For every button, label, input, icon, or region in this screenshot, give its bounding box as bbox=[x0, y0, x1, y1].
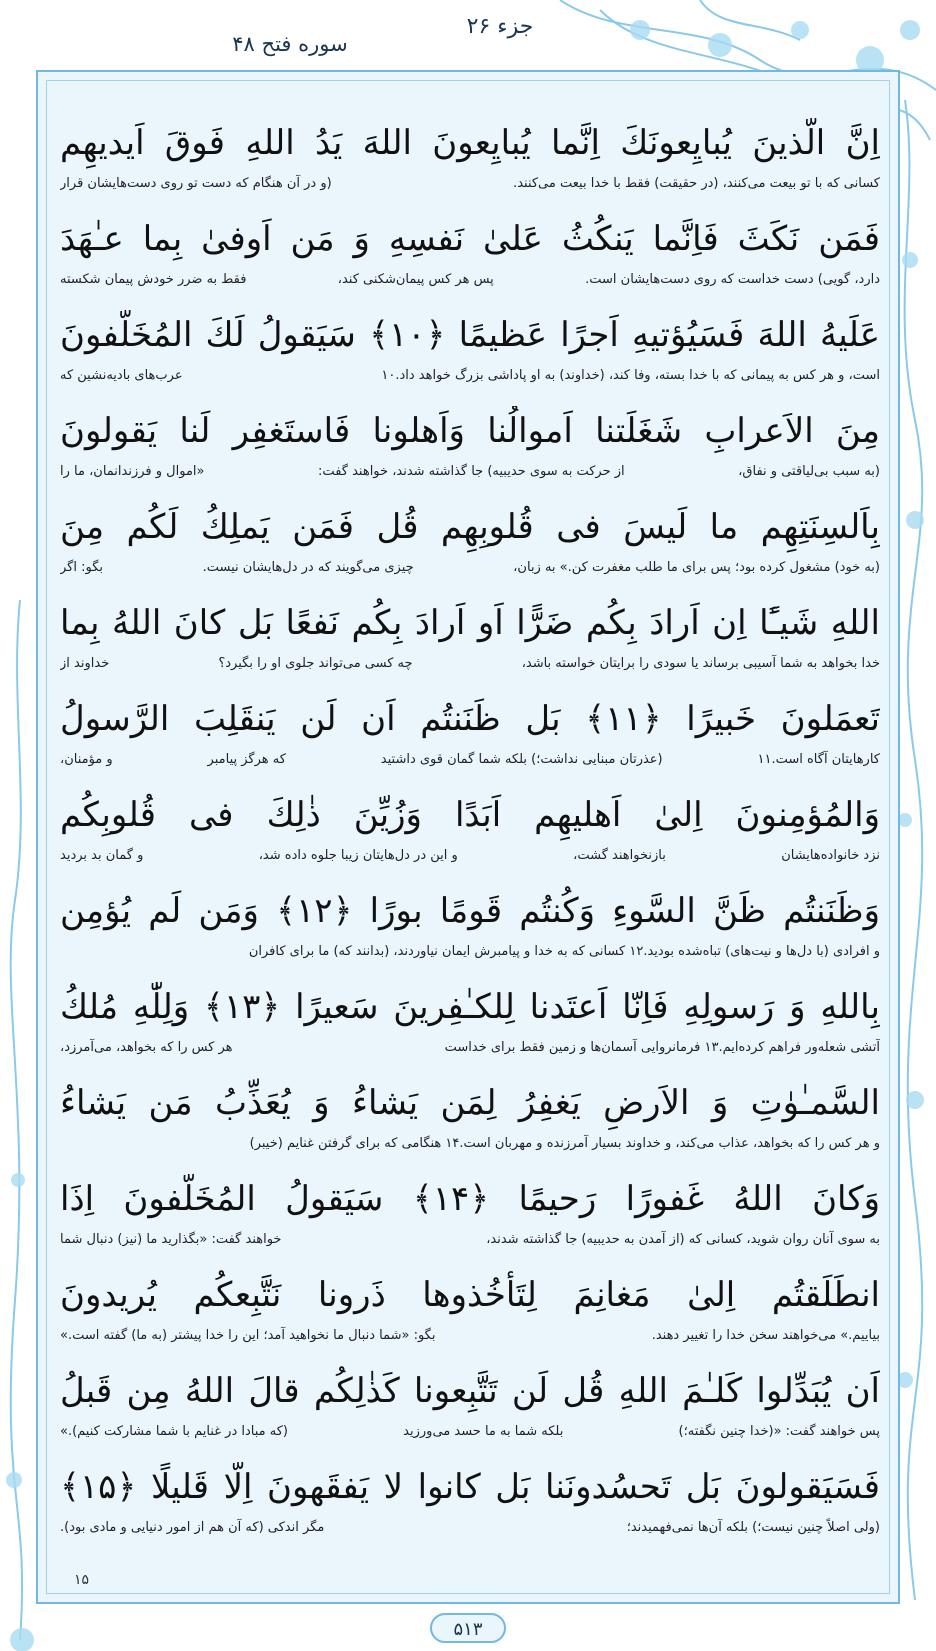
verse-line bbox=[60, 598, 880, 694]
verse-count: ۱۵ bbox=[74, 1572, 90, 1588]
verse-line bbox=[60, 310, 880, 406]
translation-segment: (به سبب بی‌لیاقتی و نفاق، bbox=[738, 464, 880, 479]
surah-label: سوره فتح ۴۸ bbox=[232, 32, 348, 56]
translation-segment: (و در آن هنگام که دست تو روی دست‌هایشان قرار bbox=[60, 176, 332, 191]
arabic-text: انطَلَقتُم اِلىٰ مَغانِمَ لِتَأخُذوها ذَرونا نَتَّبِعكُم يُريدونَ bbox=[60, 1275, 880, 1315]
arabic-text: تَعمَلونَ خَبيرًا ﴿۱۱﴾ بَل ظَنَنتُم اَن لَن يَنقَلِبَ الرَّسولُ bbox=[60, 699, 880, 739]
translation-line bbox=[60, 1132, 880, 1156]
translation-line bbox=[60, 1228, 880, 1252]
juz-label: جزء ۲۶ bbox=[466, 14, 534, 39]
translation-line bbox=[60, 460, 880, 484]
translation-segment: بلکه شما به ما حسد می‌ورزید bbox=[403, 1424, 564, 1439]
translation-segment: و هر کس را که بخواهد، عذاب می‌کند، و خداوند بسیار آمرزنده و مهربان است.۱۴ هنگامی که برای گرفتن غنایم (خیبر) bbox=[249, 1136, 880, 1151]
translation-segment: چه کسی می‌تواند جلوی او را بگیرد؟ bbox=[218, 656, 413, 671]
translation-segment: به سوی آنان روان شوید، کسانی که (از آمدن به حدیبیه) جا گذاشته شدند، bbox=[486, 1232, 880, 1247]
verse-line bbox=[60, 1270, 880, 1366]
verse-lines bbox=[60, 118, 880, 1558]
translation-line bbox=[60, 652, 880, 676]
page-number: ۵۱۳ bbox=[430, 1613, 506, 1643]
translation-segment: کارهایتان آگاه است.۱۱ bbox=[757, 752, 880, 767]
verse-line bbox=[60, 790, 880, 886]
translation-segment: فقط به ضرر خودش پیمان شکسته bbox=[60, 272, 247, 287]
translation-line bbox=[60, 748, 880, 772]
translation-segment: هر کس را که بخواهد، می‌آمرزد، bbox=[60, 1040, 233, 1055]
arabic-text: بِاللهِ وَ رَسولِهِ فَاِنّا اَعتَدنا لِلكـٰفِرينَ سَعيرًا ﴿۱۳﴾ وَلِلّٰهِ مُلكُ bbox=[60, 987, 880, 1027]
verse-line bbox=[60, 502, 880, 598]
translation-line bbox=[60, 1516, 880, 1540]
translation-segment: از حرکت به سوی حدیبیه) جا گذاشته شدند، خواهند گفت: bbox=[318, 464, 625, 479]
translation-line bbox=[60, 1324, 880, 1348]
verse-line bbox=[60, 982, 880, 1078]
verse-line bbox=[60, 694, 880, 790]
translation-segment: بگو: اگر bbox=[60, 560, 103, 575]
arabic-text: اَن يُبَدِّلوا كَلـٰمَ اللهِ قُل لَن تَتَّبِعونا كَذٰلِكُم قالَ اللهُ مِن قَبلُ bbox=[60, 1371, 880, 1411]
translation-segment: عرب‌های بادیه‌نشین که bbox=[60, 368, 183, 383]
translation-segment: (به خود) مشغول کرده بود؛ پس برای ما طلب مغفرت کن.» به زبان، bbox=[513, 560, 880, 575]
arabic-text: وَالمُؤمِنونَ اِلىٰ اَهليهِم اَبَدًا وَزُيِّنَ ذٰلِكَ فى قُلوبِكُم bbox=[60, 795, 880, 835]
arabic-text: وَكانَ اللهُ غَفورًا رَحيمًا ﴿۱۴﴾ سَيَقولُ المُخَلَّفونَ اِذَا bbox=[60, 1179, 880, 1219]
arabic-text: اِنَّ الَّذينَ يُبايِعونَكَ اِنَّما يُبايِعونَ اللهَ يَدُ اللهِ فَوقَ اَيديهِم bbox=[60, 123, 880, 163]
translation-line bbox=[60, 268, 880, 292]
translation-segment: و افرادی (با دل‌ها و نیت‌های) تباه‌شده بودید.۱۲ کسانی که به خدا و پیامبرش ایمان نیاوردند، (بدانند که) ما برای کافران bbox=[248, 944, 880, 959]
translation-line bbox=[60, 172, 880, 196]
translation-segment: که هرگز پیامبر bbox=[207, 752, 286, 767]
arabic-text: وَظَنَنتُم ظَنَّ السَّوءِ وَكُنتُم قَومًا بورًا ﴿۱۲﴾ وَمَن لَم يُؤمِن bbox=[60, 891, 880, 931]
translation-segment: پس خواهند گفت: «(خدا چنین نگفته؛) bbox=[678, 1424, 880, 1439]
arabic-text: مِنَ الاَعرابِ شَغَلَتنا اَموالُنا وَاَهلونا فَاستَغفِر لَنا يَقولونَ bbox=[60, 411, 880, 451]
verse-line bbox=[60, 1462, 880, 1558]
translation-segment: بازنخواهند گشت، bbox=[573, 848, 666, 863]
translation-segment: بگو: «شما دنبال ما نخواهید آمد؛ این را خدا پیشتر (به ما) گفته است.» bbox=[60, 1328, 436, 1343]
verse-line bbox=[60, 1366, 880, 1462]
arabic-text: فَمَن نَكَثَ فَاِنَّما يَنكُثُ عَلىٰ نَفسِهِ وَ مَن اَوفىٰ بِما عـٰهَدَ bbox=[60, 219, 880, 259]
translation-segment: (ولی اصلاً چنین نیست؛) بلکه آن‌ها نمی‌فهمیدند؛ bbox=[626, 1520, 880, 1535]
translation-segment: و گمان بد بردید bbox=[60, 848, 144, 863]
translation-segment: چیزی می‌گویند که در دل‌هایشان نیست. bbox=[202, 560, 414, 575]
translation-line bbox=[60, 364, 880, 388]
translation-segment: نزد خانواده‌هایشان bbox=[781, 848, 880, 863]
translation-segment: خواهند گفت: «بگذارید ما (نیز) دنبال شما bbox=[60, 1232, 282, 1247]
arabic-text: السَّمـٰوٰتِ وَ الاَرضِ يَغفِرُ لِمَن يَشاءُ وَ يُعَذِّبُ مَن يَشاءُ bbox=[60, 1083, 880, 1123]
translation-segment: و مؤمنان، bbox=[60, 752, 113, 767]
translation-segment: (که مبادا در غنایم با شما مشارکت کنیم).» bbox=[60, 1424, 288, 1439]
arabic-text: اللهِ شَيـًٔا اِن اَرادَ بِكُم ضَرًّا اَو اَرادَ بِكُم نَفعًا بَل كانَ اللهُ بِما bbox=[60, 603, 880, 643]
arabic-text: عَلَيهُ اللهَ فَسَيُؤتيهِ اَجرًا عَظيمًا ﴿۱۰﴾ سَيَقولُ لَكَ المُخَلَّفونَ bbox=[60, 315, 880, 355]
translation-segment: است، و هر کس به پیمانی که با خدا بسته، وفا کند، (خداوند) به او پاداشی بزرگ خواهد داد.۱۰ bbox=[381, 368, 880, 383]
verse-line bbox=[60, 1078, 880, 1174]
translation-segment: دارد، گویی) دست خداست که روی دست‌هایشان است. bbox=[585, 272, 880, 287]
translation-line bbox=[60, 556, 880, 580]
translation-segment: (عذرتان مبنایی نداشت؛) بلکه شما گمان قوی داشتید bbox=[380, 752, 663, 767]
verse-line bbox=[60, 214, 880, 310]
translation-line bbox=[60, 940, 880, 964]
translation-line bbox=[60, 1420, 880, 1444]
translation-segment: آتشی شعله‌ور فراهم کرده‌ایم.۱۳ فرمانروایی آسمان‌ها و زمین فقط برای خداست bbox=[444, 1040, 880, 1055]
translation-segment: «اموال و فرزندانمان، ما را bbox=[60, 464, 205, 479]
verse-line bbox=[60, 1174, 880, 1270]
translation-segment: و این در دل‌هایتان زیبا جلوه داده شد، bbox=[258, 848, 458, 863]
arabic-text: بِاَلسِنَتِهِم ما لَيسَ فى قُلوبِهِم قُل فَمَن يَملِكُ لَكُم مِنَ bbox=[60, 507, 880, 547]
translation-segment: پس هر کس پیمان‌شکنی کند، bbox=[337, 272, 494, 287]
arabic-text: فَسَيَقولونَ بَل تَحسُدونَنا بَل كانوا لا يَفقَهونَ اِلّا قَليلًا ﴿۱۵﴾ bbox=[60, 1467, 880, 1507]
translation-segment: خدا بخواهد به شما آسیبی برساند یا سودی را برایتان خواسته باشد، bbox=[521, 656, 880, 671]
translation-segment: مگر اندکی (که آن هم از امور دنیایی و مادی بود). bbox=[60, 1520, 325, 1535]
verse-line bbox=[60, 406, 880, 502]
translation-segment: خداوند از bbox=[60, 656, 110, 671]
verse-line bbox=[60, 886, 880, 982]
translation-segment: کسانی که با تو بیعت می‌کنند، (در حقیقت) فقط با خدا بیعت می‌کنند. bbox=[513, 176, 880, 191]
translation-segment: بیاییم.» می‌خواهند سخن خدا را تغییر دهند. bbox=[651, 1328, 880, 1343]
translation-line bbox=[60, 1036, 880, 1060]
translation-line bbox=[60, 844, 880, 868]
verse-line bbox=[60, 118, 880, 214]
